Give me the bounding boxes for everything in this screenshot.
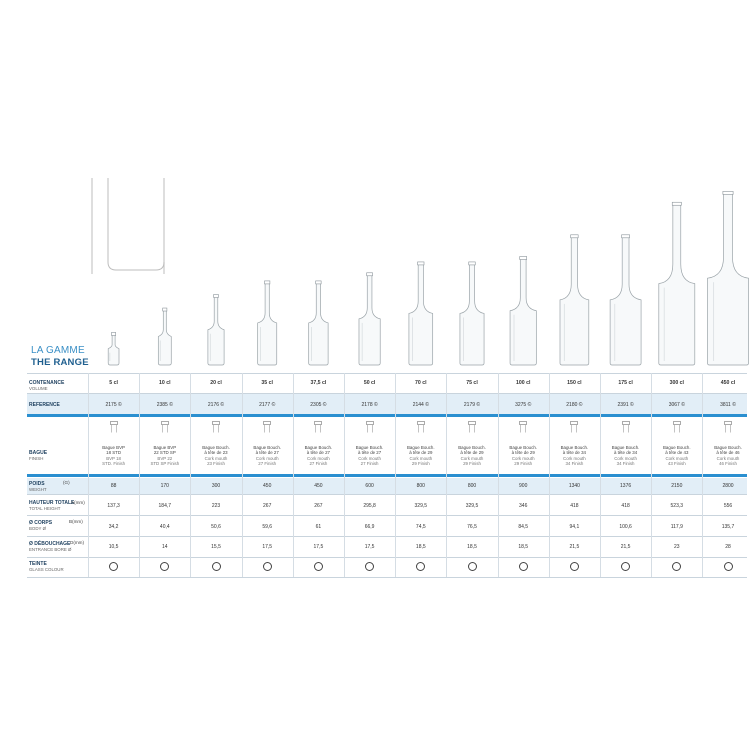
finish-line: Cork mouth bbox=[614, 455, 637, 461]
finish-line: à tête de 27 bbox=[255, 450, 279, 456]
finish-line: Bague Bouch. bbox=[714, 445, 742, 450]
finish-line: Cork mouth bbox=[460, 455, 484, 461]
finish-line: Bague BVP bbox=[102, 445, 125, 450]
body-cell: 74,5 bbox=[415, 524, 426, 530]
height-cell: 556 bbox=[723, 503, 733, 509]
height-cell: 295,8 bbox=[363, 503, 376, 509]
body-cell: 66,9 bbox=[364, 524, 375, 530]
reference-cell: 2178 © bbox=[361, 402, 378, 408]
bottle-lineup bbox=[0, 170, 750, 370]
reference-cell: 2305 © bbox=[310, 402, 327, 408]
mouth-cell: 18,5 bbox=[467, 544, 477, 550]
volume-cell: 300 cl bbox=[669, 380, 685, 386]
range-title-fr: LA GAMME bbox=[31, 345, 85, 356]
weight-cell: 2800 bbox=[722, 483, 734, 489]
body-cell: 84,5 bbox=[518, 524, 529, 530]
finish-line: à tête de 23 bbox=[204, 450, 228, 456]
finish-line: à tête de 46 bbox=[716, 450, 740, 456]
bottle-lip bbox=[265, 281, 270, 284]
bottle-neck-finish-icon bbox=[109, 421, 119, 433]
reference-cell: 3811 © bbox=[720, 402, 736, 408]
finish-description bbox=[89, 445, 139, 466]
finish-line: Cork mouth bbox=[307, 455, 330, 461]
weight-cell: 2150 bbox=[671, 483, 683, 489]
mouth-cell: 17,5 bbox=[313, 544, 324, 550]
finish-line: 27 Finish bbox=[309, 460, 328, 466]
bottle-neck-finish-icon bbox=[672, 421, 682, 433]
glass-colour-swatch bbox=[724, 562, 733, 571]
glass-colour-swatch bbox=[314, 562, 323, 571]
finish-description bbox=[396, 445, 446, 466]
height-label-fr: HAUTEUR TOTALE bbox=[29, 500, 75, 506]
glass-colour-swatch bbox=[416, 562, 425, 571]
reference-cell: 2179 © bbox=[463, 402, 481, 408]
finish-line: Cork mouth bbox=[409, 455, 433, 461]
body-unit: B(mm) bbox=[69, 519, 83, 524]
colour-label-fr: TEINTE bbox=[29, 561, 47, 567]
body-cell: 59,6 bbox=[262, 524, 273, 530]
finish-line: 43 Finish bbox=[667, 460, 686, 466]
mouth-cell: 14 bbox=[162, 544, 168, 550]
volume-cell: 100 cl bbox=[515, 380, 531, 386]
reference-row-label bbox=[29, 402, 60, 408]
mouth-cell: 23 bbox=[674, 544, 680, 550]
height-cell: 267 bbox=[263, 503, 272, 509]
row-divider bbox=[27, 494, 747, 495]
bottle-neck-finish-icon bbox=[365, 421, 375, 433]
finish-line: Bague Bouch. bbox=[355, 445, 384, 450]
mouth-cell: 18,5 bbox=[518, 544, 529, 550]
bottle-neck-finish-icon bbox=[262, 421, 272, 433]
section-bar bbox=[27, 414, 747, 417]
reference-cell: 2180 © bbox=[566, 402, 583, 408]
height-cell: 418 bbox=[621, 503, 630, 509]
finish-line: BVP 18 bbox=[106, 455, 121, 461]
weight-row-label bbox=[29, 481, 47, 493]
weight-cell: 1376 bbox=[620, 483, 632, 489]
volume-cell: 35 cl bbox=[261, 380, 273, 386]
bottle-neck-finish-icon bbox=[160, 421, 170, 433]
weight-cell: 600 bbox=[365, 483, 374, 489]
row-divider bbox=[27, 393, 747, 394]
body-label-en: BODY Ø bbox=[29, 526, 46, 531]
bottle-lip bbox=[214, 294, 219, 297]
bottle-neck-finish-icon bbox=[569, 421, 579, 433]
body-cell: 94,1 bbox=[569, 524, 580, 530]
bottle-lip bbox=[367, 273, 373, 276]
bottle-neck-finish-icon bbox=[467, 421, 477, 433]
reference-cell: 3275 © bbox=[515, 402, 532, 408]
weight-cell: 170 bbox=[160, 483, 169, 489]
finish-line: Bague Bouch. bbox=[509, 445, 537, 450]
height-unit: A(mm) bbox=[71, 500, 85, 505]
finish-description bbox=[549, 445, 599, 466]
finish-line: à tête de 29 bbox=[511, 450, 535, 456]
finish-line: Bague Bouch. bbox=[253, 445, 281, 450]
finish-line: 22 STD SP bbox=[153, 450, 176, 456]
volume-cell: 175 cl bbox=[618, 380, 633, 386]
mouth-label-fr: Ø DÉBOUCHAGE bbox=[29, 541, 71, 547]
finish-line: STD SP Finish bbox=[150, 460, 180, 466]
finish-description bbox=[242, 445, 292, 466]
row-divider bbox=[27, 536, 747, 537]
height-cell: 346 bbox=[519, 503, 528, 509]
mouth-row-label bbox=[29, 541, 71, 553]
reference-cell: 2144 © bbox=[412, 402, 429, 408]
reference-cell: 2175 © bbox=[105, 402, 122, 408]
finish-line: Bague Bouch. bbox=[560, 445, 589, 450]
colour-row-label bbox=[29, 561, 64, 573]
finish-line: 34 Finish bbox=[565, 460, 584, 466]
volume-cell: 70 cl bbox=[415, 380, 427, 386]
weight-unit: (G) bbox=[63, 480, 70, 485]
glass-colour-swatch bbox=[672, 562, 681, 571]
mouth-unit: D(mm) bbox=[70, 540, 85, 545]
volume-cell: 450 cl bbox=[720, 380, 736, 386]
finish-line: STD. Finish bbox=[102, 460, 126, 466]
finish-description bbox=[345, 445, 395, 466]
finish-description bbox=[447, 445, 497, 466]
finish-line: 46 Finish bbox=[719, 460, 737, 466]
body-cell: 100,6 bbox=[619, 524, 632, 530]
finish-description bbox=[601, 445, 651, 466]
bottle-neck-finish-icon bbox=[416, 421, 426, 433]
volume-cell: 5 cl bbox=[109, 380, 118, 386]
weight-cell: 450 bbox=[263, 483, 272, 489]
finish-line: Bague Bouch. bbox=[663, 445, 691, 450]
volume-cell: 10 cl bbox=[159, 380, 171, 386]
finish-line: 29 Finish bbox=[463, 460, 481, 466]
bottle-neck-finish-icon bbox=[518, 421, 528, 433]
finish-description bbox=[703, 445, 750, 466]
finish-line: Bague Bouch. bbox=[407, 445, 435, 450]
glass-colour-swatch bbox=[468, 562, 477, 571]
finish-line: à tête de 43 bbox=[665, 450, 689, 456]
finish-line: Bague Bouch. bbox=[202, 445, 230, 450]
bottle-neck-finish-icon bbox=[211, 421, 221, 433]
glass-colour-swatch bbox=[365, 562, 374, 571]
volume-label-fr: CONTENANCE bbox=[29, 380, 65, 386]
finish-description bbox=[498, 445, 548, 466]
finish-line: à tête de 27 bbox=[357, 450, 382, 456]
body-cell: 76,5 bbox=[467, 524, 477, 530]
volume-cell: 50 cl bbox=[363, 380, 376, 386]
volume-label-en: VOLUME bbox=[29, 386, 48, 391]
weight-cell: 800 bbox=[467, 483, 477, 489]
bottle-lip bbox=[163, 308, 167, 311]
weight-cell: 800 bbox=[416, 483, 425, 489]
glass-colour-swatch bbox=[212, 562, 221, 571]
finish-line: Cork mouth bbox=[665, 455, 689, 461]
glass-colour-swatch bbox=[263, 562, 272, 571]
height-cell: 329,5 bbox=[414, 503, 428, 509]
mouth-cell: 15,5 bbox=[211, 544, 221, 550]
finish-line: à tête de 27 bbox=[306, 450, 330, 456]
finish-description bbox=[293, 445, 343, 466]
finish-label-fr: BAGUE bbox=[29, 450, 48, 456]
section-bar bbox=[27, 474, 747, 477]
height-cell: 523,3 bbox=[670, 503, 684, 509]
weight-cell: 300 bbox=[211, 483, 221, 489]
row-divider bbox=[27, 577, 747, 578]
volume-cell: 75 cl bbox=[466, 380, 478, 386]
finish-line: Cork mouth bbox=[358, 455, 381, 461]
glass-colour-swatch bbox=[570, 562, 579, 571]
bottle-neck-finish-icon bbox=[313, 421, 323, 433]
body-label-fr: Ø CORPS bbox=[29, 520, 53, 526]
height-cell: 184,7 bbox=[158, 503, 172, 509]
reference-cell: 2385 © bbox=[156, 402, 173, 408]
height-label-en: TOTAL HEIGHT bbox=[29, 506, 61, 511]
row-divider bbox=[27, 373, 747, 374]
body-cell: 40,4 bbox=[159, 524, 170, 530]
glass-colour-swatch bbox=[519, 562, 528, 571]
finish-line: à tête de 29 bbox=[460, 450, 484, 456]
weight-label-en: WEIGHT bbox=[29, 487, 47, 492]
body-cell: 135,7 bbox=[721, 524, 735, 530]
finish-line: Bague Bouch. bbox=[611, 445, 640, 450]
bottle-lip bbox=[469, 262, 476, 265]
finish-description bbox=[140, 445, 190, 466]
height-cell: 223 bbox=[211, 503, 221, 509]
height-cell: 418 bbox=[570, 503, 579, 509]
bottle-lip bbox=[723, 191, 733, 194]
mouth-cell: 17,5 bbox=[364, 544, 375, 550]
volume-cell: 20 cl bbox=[210, 380, 222, 386]
bottle-neck-finish-icon bbox=[621, 421, 631, 433]
finish-line: Bague Bouch. bbox=[458, 445, 486, 450]
finish-line: Cork mouth bbox=[716, 455, 740, 461]
finish-line: Cork mouth bbox=[563, 455, 586, 461]
body-cell: 34,2 bbox=[108, 524, 119, 530]
finish-label-en: FINISH bbox=[29, 456, 44, 461]
finish-description bbox=[191, 445, 241, 466]
mouth-cell: 21,5 bbox=[620, 544, 631, 550]
height-row-label bbox=[29, 500, 74, 512]
reference-cell: 2391 © bbox=[617, 402, 634, 408]
weight-label-fr: POIDS bbox=[29, 481, 45, 487]
bottle-lip bbox=[316, 281, 321, 284]
finish-line: 23 Finish bbox=[207, 460, 225, 466]
colour-label-en: GLASS COLOUR bbox=[29, 567, 64, 572]
weight-cell: 88 bbox=[110, 483, 117, 489]
mouth-cell: 18,5 bbox=[415, 544, 426, 550]
glass-colour-swatch bbox=[621, 562, 630, 571]
finish-line: 34 Finish bbox=[616, 460, 635, 466]
glass-colour-swatch bbox=[160, 562, 169, 571]
body-row-label bbox=[29, 520, 52, 532]
height-cell: 329,5 bbox=[465, 503, 479, 509]
finish-line: Cork mouth bbox=[511, 455, 535, 461]
height-cell: 137,3 bbox=[107, 503, 120, 509]
finish-row-label bbox=[29, 450, 47, 462]
volume-cell: 37,5 cl bbox=[310, 380, 327, 386]
finish-line: Bague BVP bbox=[153, 445, 177, 450]
reference-label-fr: REFERENCE bbox=[29, 402, 60, 408]
volume-row-label bbox=[29, 380, 64, 392]
finish-line: BVP 22 bbox=[157, 455, 173, 461]
finish-description bbox=[652, 445, 702, 466]
weight-cell: 1340 bbox=[568, 483, 580, 489]
row-divider bbox=[27, 557, 747, 558]
bottle-lip bbox=[112, 332, 116, 335]
bottle-lip bbox=[520, 257, 527, 260]
bottle-lip bbox=[672, 202, 681, 205]
body-cell: 61 bbox=[315, 524, 322, 530]
finish-line: à tête de 34 bbox=[562, 450, 586, 456]
mouth-cell: 17,5 bbox=[262, 544, 273, 550]
bottle-lip bbox=[622, 235, 630, 238]
finish-line: à tête de 34 bbox=[613, 450, 638, 456]
volume-cell: 150 cl bbox=[567, 380, 582, 386]
range-title-en: THE RANGE bbox=[31, 357, 89, 368]
reference-cell: 2177 © bbox=[259, 402, 276, 408]
reference-cell: 2176 © bbox=[207, 402, 225, 408]
body-cell: 50,6 bbox=[211, 524, 221, 530]
row-divider bbox=[27, 515, 747, 516]
finish-line: 27 Finish bbox=[258, 460, 277, 466]
finish-line: Bague Bouch. bbox=[304, 445, 333, 450]
bottle-lip bbox=[571, 235, 579, 238]
mouth-cell: 28 bbox=[725, 544, 731, 550]
mouth-cell: 10,5 bbox=[108, 544, 119, 550]
glass-colour-swatch bbox=[109, 562, 118, 571]
weight-cell: 900 bbox=[519, 483, 528, 489]
height-cell: 267 bbox=[314, 503, 323, 509]
bottle-neck-finish-icon bbox=[723, 421, 733, 433]
reference-cell: 3067 © bbox=[668, 402, 685, 408]
mouth-label-en: ENTRANCE BORE Ø bbox=[29, 547, 72, 552]
mouth-cell: 21,5 bbox=[569, 544, 580, 550]
finish-line: à tête de 29 bbox=[409, 450, 433, 456]
body-cell: 117,9 bbox=[670, 524, 683, 530]
finish-line: 29 Finish bbox=[514, 460, 533, 466]
finish-line: Cork mouth bbox=[255, 455, 279, 461]
bottle-lip bbox=[418, 262, 424, 265]
finish-line: 18 STD bbox=[106, 450, 122, 456]
finish-line: Cork mouth bbox=[204, 455, 228, 461]
finish-line: 29 Finish bbox=[411, 460, 430, 466]
weight-cell: 450 bbox=[314, 483, 323, 489]
finish-line: 27 Finish bbox=[360, 460, 379, 466]
